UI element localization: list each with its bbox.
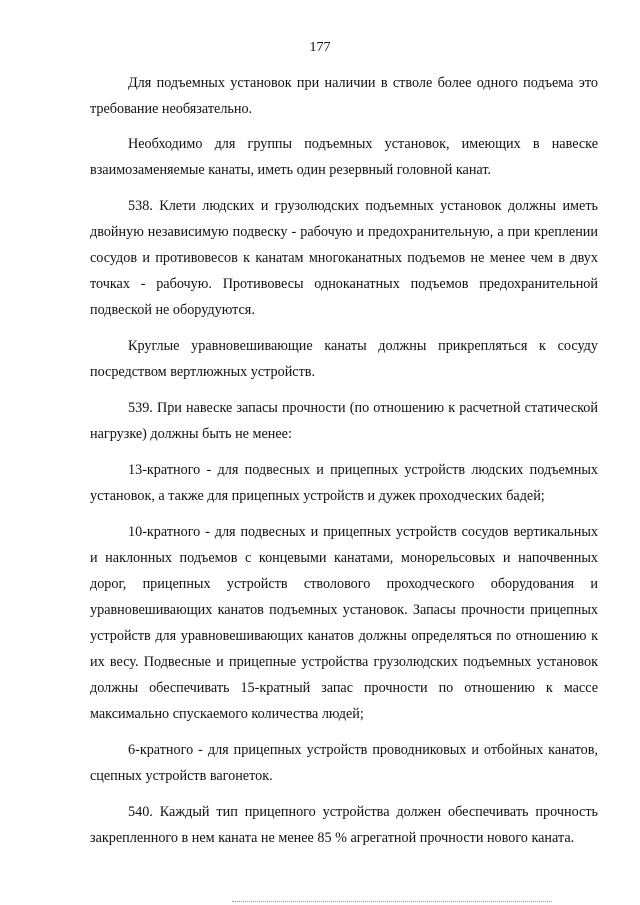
paragraph: 538. Клети людских и грузолюдских подъемных установок должны иметь двойную независимую подвеску - рабочую и предохранительную, а при креплении сосудов и противовесов к канатам многоканатных подъемов не менее чем в двух точках - рабочую. Противовесы одноканатных подъемов предохранительной подвеской не оборудуются. <box>90 198 598 318</box>
paragraph: 6-кратного - для прицепных устройств проводниковых и отбойных канатов, сцепных устройств вагонеток. <box>90 742 598 784</box>
paragraph: 10-кратного - для подвесных и прицепных устройств сосудов вертикальных и наклонных подъемов с концевыми канатами, монорельсовых и напочвенных дорог, прицепных устройств стволового проходческого оборудования и уравновешивающих канатов подъемных установок. Запасы прочности прицепных устройств для уравновешивающих канатов должны определяться по отношению к их весу. Подвесные и прицепные устройства грузолюдских подъемных установок должны обеспечивать 15-кратный запас прочности по отношению к массе максимально спускаемого количества людей; <box>90 524 598 722</box>
paragraph: 539. При навеске запасы прочности (по отношению к расчетной статической нагрузке) должны быть не менее: <box>90 400 598 442</box>
page-number: 177 <box>309 40 331 55</box>
paragraph: 540. Каждый тип прицепного устройства должен обеспечивать прочность закрепленного в нем каната не менее 85 % агрегатной прочности нового каната. <box>90 804 598 846</box>
scan-edge-rule <box>232 901 552 902</box>
document-body <box>90 70 598 861</box>
paragraph: Необходимо для группы подъемных установок, имеющих в навеске взаимозаменяемые канаты, иметь один резервный головной канат. <box>90 136 598 178</box>
paragraph: Для подъемных установок при наличии в стволе более одного подъема это требование необязательно. <box>90 75 598 117</box>
paragraph: 13-кратного - для подвесных и прицепных устройств людских подъемных установок, а также для прицепных устройств и дужек проходческих бадей; <box>90 462 598 504</box>
paragraph: Круглые уравновешивающие канаты должны прикрепляться к сосуду посредством вертлюжных устройств. <box>90 338 598 380</box>
